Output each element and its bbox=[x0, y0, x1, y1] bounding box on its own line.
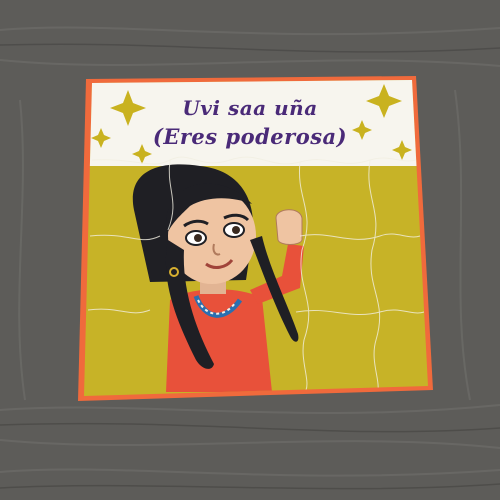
puzzle-title-line1: Uvi saa uña bbox=[182, 96, 318, 120]
puzzle-title-line2: (Eres poderosa) bbox=[152, 124, 348, 149]
